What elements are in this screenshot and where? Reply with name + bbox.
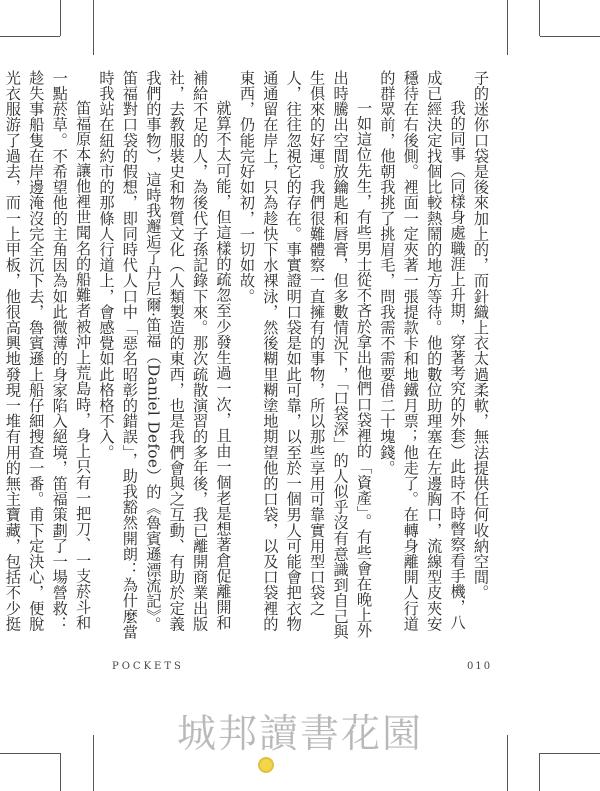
crop-mark [540, 36, 600, 37]
crop-mark [60, 0, 61, 36]
paragraph: 一如這位先生，有些男士從不吝於拿出他們口袋裡的「資產」。有些會在晚上外出時騰出空間放鑰匙和唇膏，但多數情況下，「口袋深」的人似乎沒有意識到自己與生俱來的好運。我們很難體察一直擁有的事物，所以那些享用可靠實用型口袋之人，往往忽視它的存在。事實證明口袋是如此可靠，以至於一個男人可能會把衣物通通留在岸上，只為趁快下水裸泳，然後糊里糊塗地期望他的口袋，以及口袋裡的東西，仍能完好如初，一切如故。 [237, 70, 373, 640]
running-footer-title: POCKETS [112, 661, 184, 672]
body-text [3, 70, 492, 642]
watermark-snail-icon [258, 757, 274, 773]
crop-mark [93, 0, 94, 55]
watermark-logo: 城邦讀書花園 [176, 712, 423, 757]
paragraph: 我的同事（同樣身處職涯上升期，穿著考究的外套）此時不時暼察看手機，八成已經決定找個比較熱鬧的地方等待。他的數位助理塞在左邊胸口，流線型皮夾安穩待在右後側。裡面一定夾著一張提款卡和地鐵月票；他走了。在轉身離開人行道的群眾前，他朝我挑了挑眉毛，問我需不需要借二十塊錢。 [378, 70, 467, 632]
crop-mark [0, 36, 60, 37]
paragraph: 子的迷你口袋是後來加上的，而針織上衣太過柔軟，無法提供任何收納空間。 [472, 70, 490, 601]
crop-mark [539, 0, 540, 36]
paragraph: 就算不太可能，但這樣的疏忽至少發生過一次，且由一個老是想著倉促離開和補給不足的人，為後代子孫記錄下來。那次疏散演習的多年後，我已離開商業出版社，去教服裝史和物質文化（人類製造的東西，也是我們會與之互動、有助於定義我們的事物），這時我邂逅了丹尼爾·笛福（Daniel Defoe）的《魯賓遜漂流記》。笛福對口袋的假想，即同時代人口中「惡名昭彰的錯誤」，助我豁然開朗：為什麼當時我站在紐約市的那條人行道上，會感覺如此格格不入。 [97, 70, 233, 640]
page-number: 010 [467, 661, 493, 672]
paragraph: 笛福原本讓他裡世聞名的船難者被沖上荒島時，身上只有一把刀、一支菸斗和一點菸草。不希望他的主角因為如此微薄的身家陷入絕境，笛福策劃了一場營救：趁失事船隻在岸邊淹沒完全沉下去，魯賓遜上船仔細搜查一番。甫下定決心，便脫光衣服游了過去，而一上甲板，他很高興地發現一堆有用的無主寶藏，包括不少挺 [3, 70, 93, 632]
crop-mark [507, 0, 508, 55]
